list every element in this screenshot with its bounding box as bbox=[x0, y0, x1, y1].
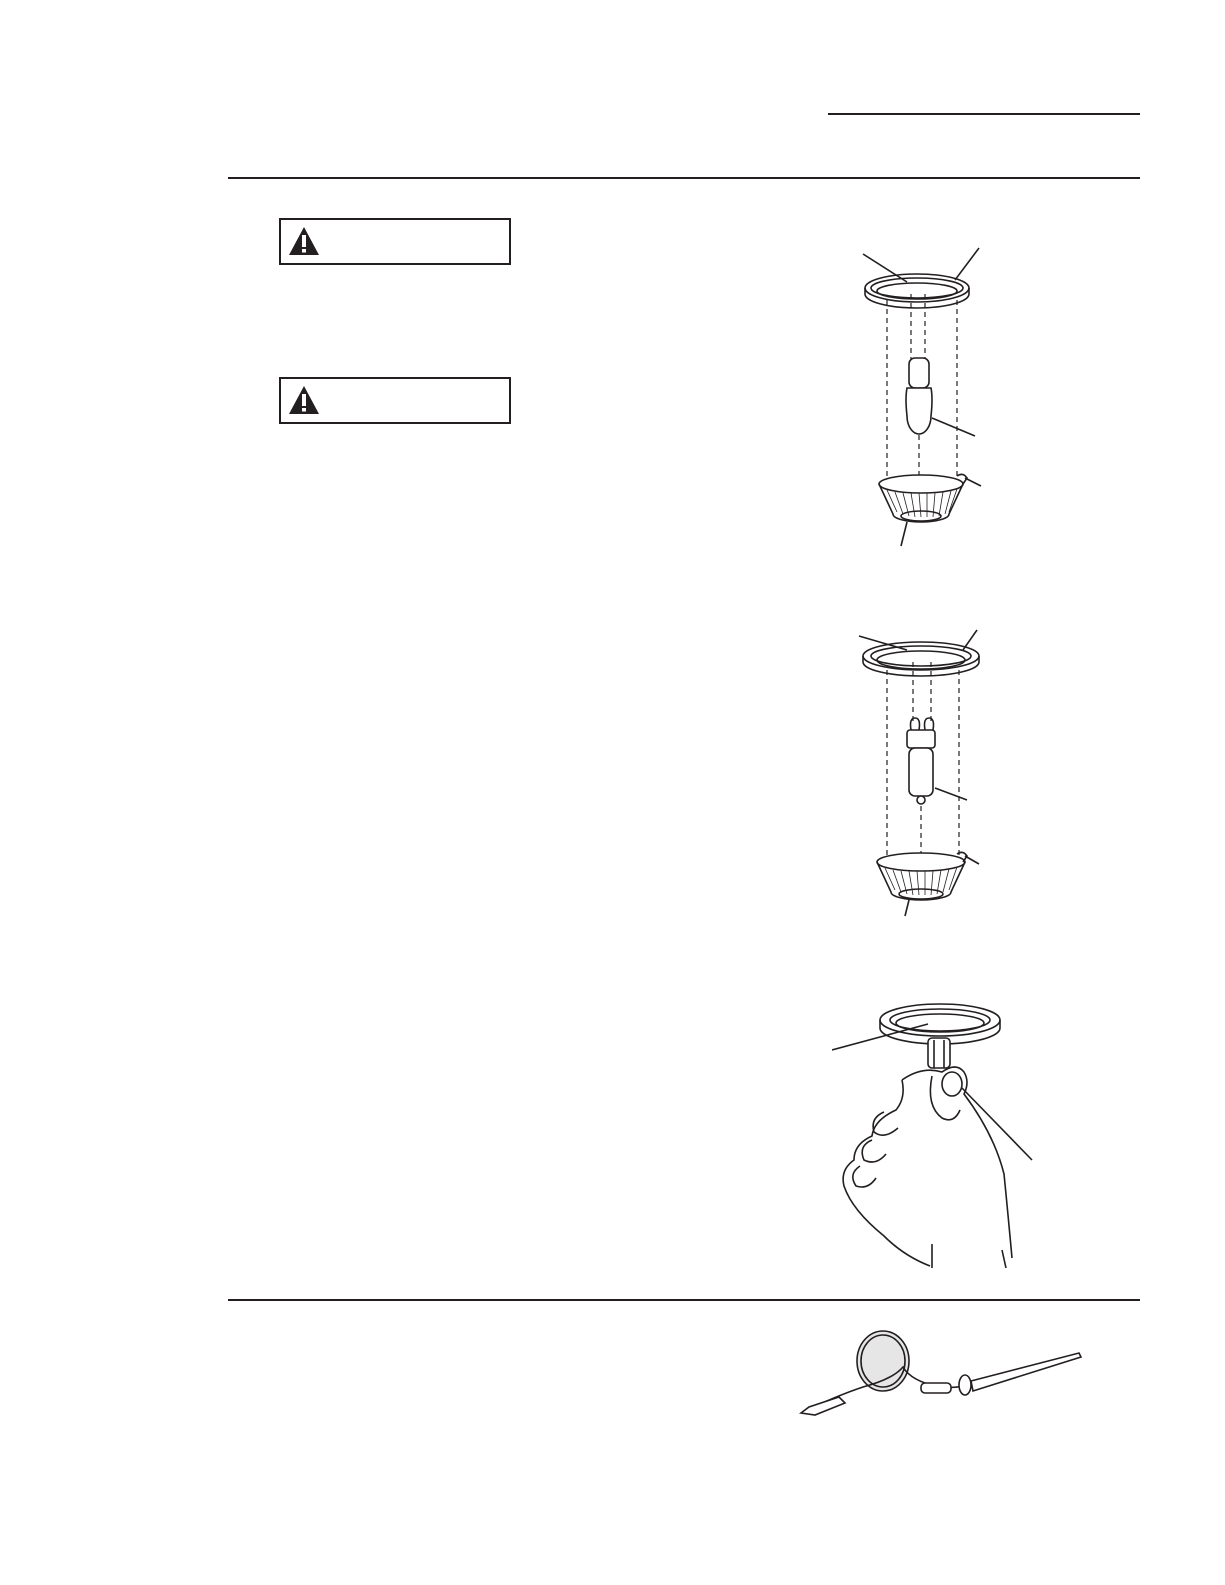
warning-triangle-icon bbox=[288, 385, 320, 415]
warning-triangle-icon bbox=[288, 226, 320, 256]
lamp-assembly-diagram-1 bbox=[855, 240, 995, 550]
warning-box-1 bbox=[279, 218, 511, 265]
hand-inserting-bulb-illustration bbox=[832, 988, 1042, 1268]
lamp-assembly-diagram-2 bbox=[855, 628, 995, 918]
section-rule-bottom bbox=[228, 1299, 1140, 1301]
warning-box-2 bbox=[279, 377, 511, 424]
probe-illustration bbox=[795, 1325, 1085, 1420]
section-rule-top bbox=[228, 177, 1140, 179]
header-short-rule bbox=[828, 113, 1140, 115]
